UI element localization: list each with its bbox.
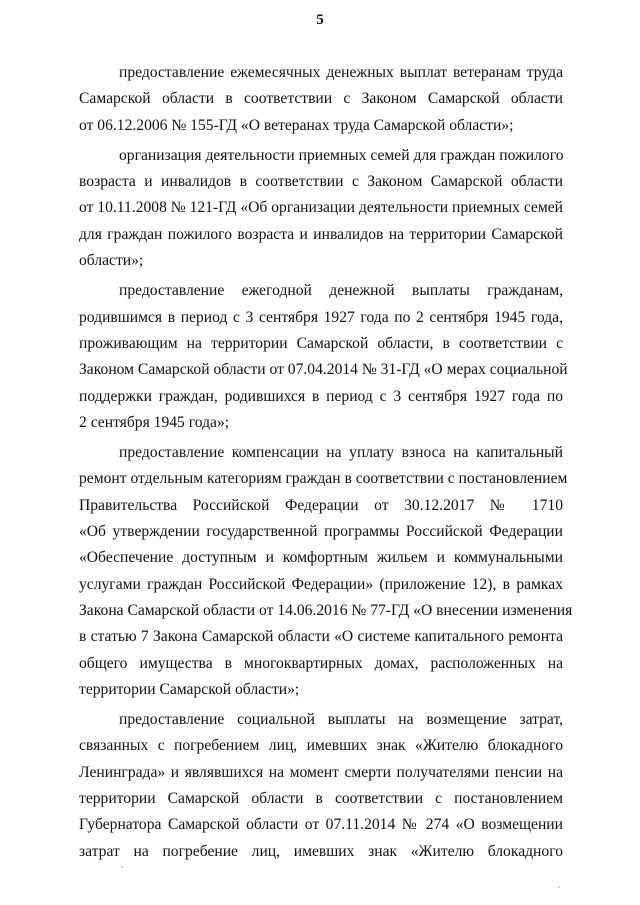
text-line: Ленинграда» и являвшихся на момент смерти получателями пенсии на — [79, 763, 563, 781]
scan-speck — [558, 886, 560, 888]
text-line: организация деятельности приемных семей для граждан пожилого — [119, 146, 564, 164]
text-line: предоставление социальной выплаты на возмещение затрат, — [119, 711, 563, 729]
text-line: от 06.12.2006 № 155-ГД «О ветеранах труда Самарской области»; — [79, 116, 514, 134]
text-line: территории Самарской области в соответствии с постановлением — [79, 790, 563, 808]
text-line: «Об утверждении государственной программы Российской Федерации — [79, 523, 563, 541]
text-line: связанных с погребением лиц, имевших знак «Жителю блокадного — [79, 737, 563, 755]
text-line: проживающим на территории Самарской области, в соответствии с — [79, 334, 563, 352]
paragraph-repair-compensation — [79, 440, 573, 703]
page-number: 5 — [316, 12, 324, 28]
text-line: от 10.11.2008 № 121-ГД «Об организации деятельности приемных семей — [79, 199, 563, 217]
text-line: Самарской области в соответствии с Законом Самарской области — [79, 90, 563, 108]
paragraph-annual-payment — [79, 278, 568, 436]
text-line: Закона Самарской области от 14.06.2016 № 77-ГД «О внесении изменения — [79, 601, 573, 619]
text-line: возраста и инвалидов в соответствии с Законом Самарской области — [79, 173, 563, 191]
scan-speck — [121, 866, 123, 868]
text-line: услугами граждан Российской Федерации» (приложение 12), в рамках — [79, 575, 563, 593]
text-line: предоставление компенсации на уплату взноса на капитальный — [119, 444, 563, 462]
text-line: Губернатора Самарской области от 07.11.2014 № 274 «О возмещении — [79, 816, 563, 834]
text-line: общего имущества в многоквартирных домах, расположенных на — [79, 654, 563, 672]
text-line: области»; — [79, 252, 144, 270]
text-line: для граждан пожилого возраста и инвалидов на территории Самарской — [79, 225, 563, 243]
paragraph-foster-families — [79, 143, 563, 274]
text-line: ремонт отдельным категориям граждан в соответствии с постановлением — [79, 470, 568, 488]
text-line: затрат на погребение лиц, имевших знак «Жителю блокадного — [79, 842, 563, 860]
text-line: «Обеспечение доступным и комфортным жильем и коммунальными — [79, 549, 563, 567]
text-line: предоставление ежемесячных денежных выплат ветеранам труда — [119, 64, 563, 81]
text-line: предоставление ежегодной денежной выплаты гражданам, — [119, 282, 563, 300]
paragraph-veterans-payments — [79, 60, 563, 139]
paragraph-burial-payment — [79, 707, 563, 865]
text-line: территории Самарской области»; — [79, 680, 300, 698]
text-line: Законом Самарской области от 07.04.2014 № 31-ГД «О мерах социальной — [79, 361, 568, 379]
text-line: Правительства Российской Федерации от 30.12.2017 № 1710 — [79, 496, 563, 514]
text-line: в статью 7 Закона Самарской области «О системе капитального ремонта — [79, 628, 563, 646]
text-line: 2 сентября 1945 года»; — [79, 413, 230, 431]
document-body — [79, 60, 573, 865]
text-line: поддержки граждан, родившихся в период с 3 сентября 1927 года по — [79, 387, 563, 405]
text-line: родившимся в период с 3 сентября 1927 года по 2 сентября 1945 года, — [79, 308, 563, 326]
